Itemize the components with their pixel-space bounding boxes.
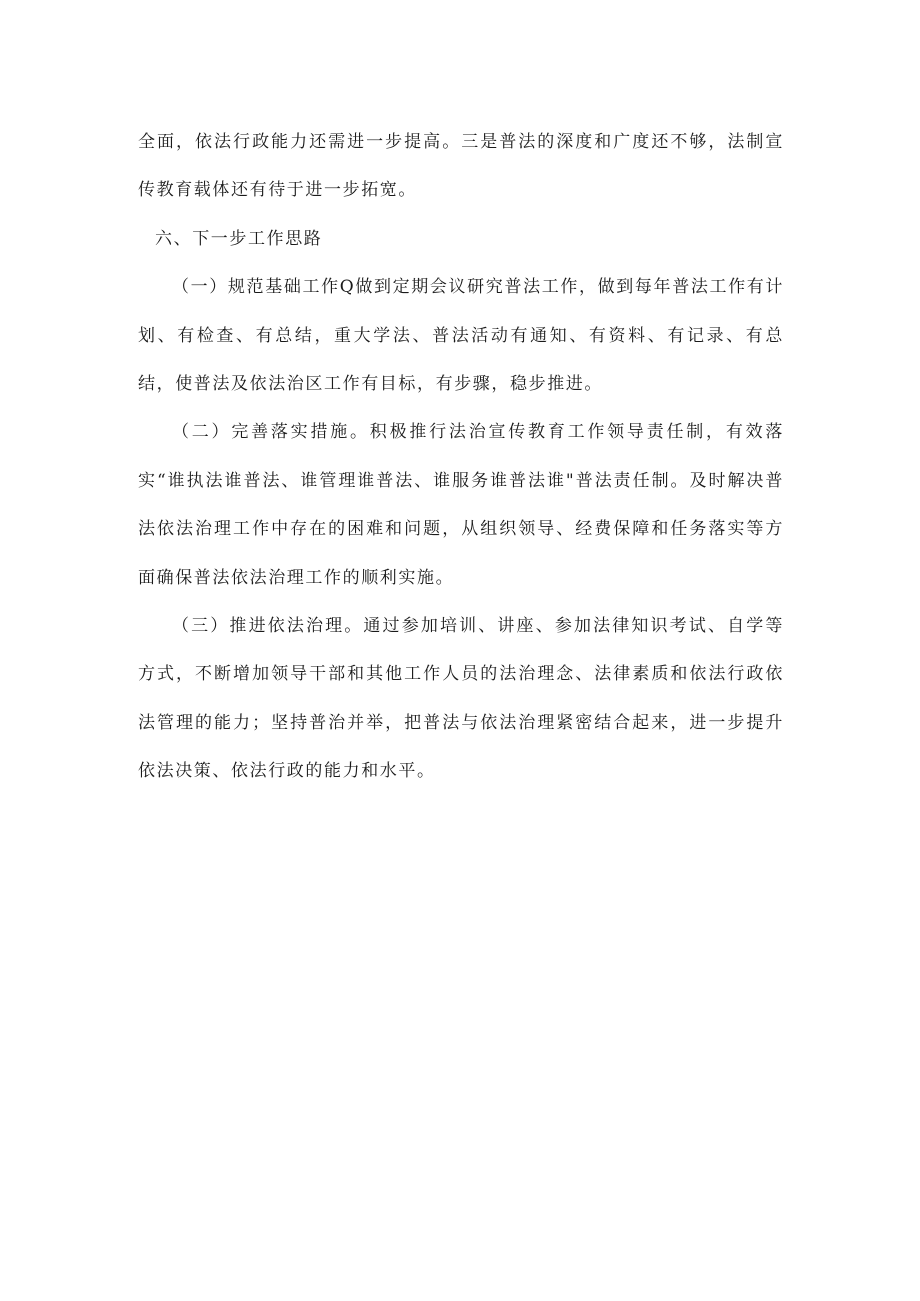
paragraph-item-2: （二）完善落实措施。积极推行法治宣传教育工作领导责任制，有效落实“谁执法谁普法、谁管理谁普法、谁服务谁普法谁"普法责任制。及时解决普法依法治理工作中存在的困难和问题，从组织领导、经费保障和任务落实等方面确保普法依法治理工作的顺利实施。 — [138, 422, 784, 588]
section-heading: 六、下一步工作思路 — [155, 228, 323, 249]
document-body — [138, 118, 784, 796]
paragraph-item-1: （一）规范基础工作Q做到定期会议研究普法工作，做到每年普法工作有计划、有检查、有总结，重大学法、普法活动有通知、有资料、有记录、有总结，使普法及依法治区工作有目标，有步骤，稳步推进。 — [138, 277, 784, 395]
paragraph-continuation: 全面，依法行政能力还需进一步提高。三是普法的深度和广度还不够，法制宣传教育载体还有待于进一步拓宽。 — [138, 132, 784, 201]
paragraph-item-3: （三）推进依法治理。通过参加培训、讲座、参加法律知识考试、自学等方式，不断增加领导干部和其他工作人员的法治理念、法律素质和依法行政依法管理的能力；坚持普治并举，把普法与依法治理紧密结合起来，进一步提升依法决策、依法行政的能力和水平。 — [138, 616, 784, 782]
